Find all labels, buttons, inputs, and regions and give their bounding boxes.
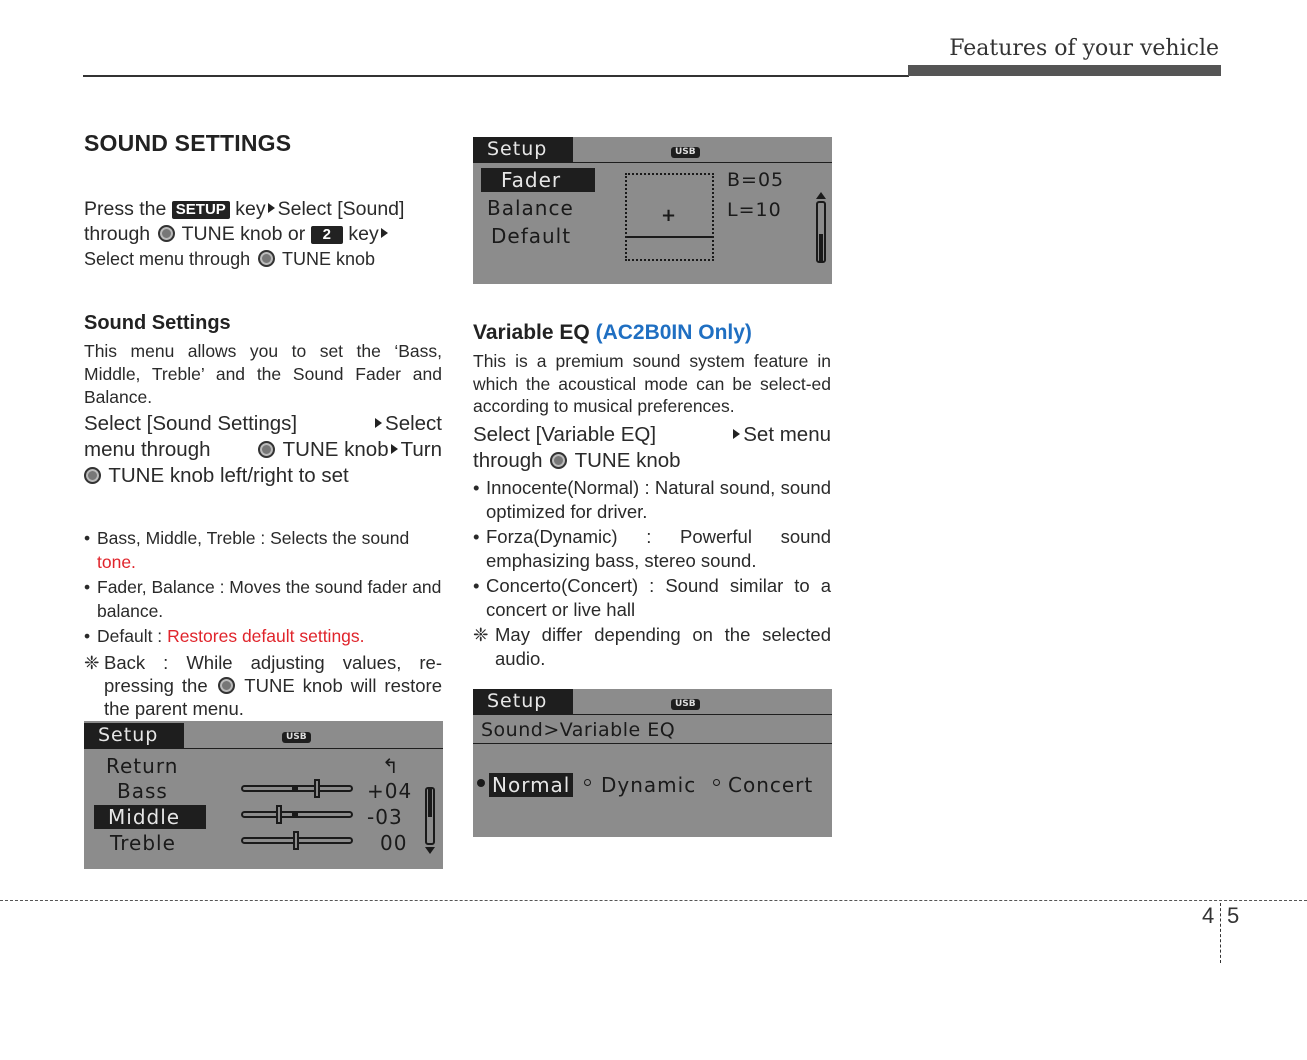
bass-slider-thumb[interactable] (314, 779, 320, 798)
list-item: • Default : Restores default settings. (84, 626, 365, 646)
instruction-text: Turn (400, 438, 442, 461)
sound-settings-description: This menu allows you to set the ‘Bass, Middle, Treble’ and the Sound Fader and Balance. (84, 341, 442, 407)
eq-option-dynamic[interactable]: Dynamic (601, 773, 697, 797)
list-item: • Forza(Dynamic) : Powerful sound emphasizing bass, stereo sound. (473, 525, 831, 571)
intro-text: through (84, 223, 151, 245)
radio-unselected-icon[interactable] (713, 779, 720, 786)
fader-position-line (627, 236, 712, 238)
bass-value: +04 (367, 779, 413, 803)
instruction-text: TUNE knob left/right to set (108, 464, 349, 487)
footer-dashed-rule (0, 900, 1307, 901)
instruction-text: Set menu (743, 422, 831, 446)
fader-value: L=10 (727, 199, 782, 221)
screen-breadcrumb: Sound>Variable EQ (481, 719, 676, 741)
right-column (473, 321, 831, 671)
number-2-key-icon: 2 (311, 226, 343, 244)
screen-tab: Setup (473, 689, 573, 714)
scroll-up-icon[interactable] (816, 192, 826, 199)
screen-tab: Setup (473, 137, 573, 162)
intro-text: Select [Sound] (277, 198, 405, 220)
menu-item-bass[interactable]: Bass (117, 779, 168, 803)
variable-eq-heading: Variable EQ (AC2B0IN Only) (473, 321, 752, 344)
screen-rule (84, 748, 443, 749)
screen-rule (473, 714, 832, 715)
screen-rule (473, 162, 832, 163)
scroll-down-icon[interactable] (425, 847, 435, 854)
running-header-title: Features of your vehicle (949, 36, 1219, 61)
intro-text: TUNE knob (281, 249, 375, 269)
usb-badge: USB (282, 732, 311, 743)
arrow-icon (733, 429, 740, 439)
radio-selected-icon[interactable] (477, 779, 485, 787)
intro-text: key (235, 198, 266, 220)
menu-item-middle[interactable]: Middle (94, 805, 206, 829)
arrow-icon (391, 444, 398, 454)
instruction-text: TUNE knob (282, 438, 389, 461)
eq-option-concert[interactable]: Concert (728, 773, 814, 797)
sound-settings-instructions (84, 411, 442, 489)
intro-text: Select menu through (84, 249, 251, 269)
radio-unselected-icon[interactable] (584, 779, 591, 786)
return-arrow-icon: ↰ (382, 754, 400, 778)
intro-text: key (348, 223, 379, 245)
section-heading: SOUND SETTINGS (84, 130, 292, 156)
variable-eq-instructions (473, 422, 831, 474)
menu-item-balance[interactable]: Balance (487, 196, 574, 220)
intro-instructions (84, 197, 442, 272)
variable-eq-screen (473, 689, 832, 837)
note-asterisk-icon: ❈ (84, 651, 100, 673)
menu-item-fader[interactable]: Fader (481, 168, 595, 192)
tune-knob-icon (84, 467, 101, 484)
header-rule (83, 75, 909, 77)
instruction-text: Select [Variable EQ] (473, 422, 657, 446)
scrollbar-thumb[interactable] (428, 789, 432, 817)
intro-text: Press the (84, 198, 167, 220)
instruction-text: Select (385, 412, 442, 435)
intro-text: TUNE knob or (181, 223, 306, 245)
bass-slider-center (292, 786, 298, 791)
arrow-icon (268, 203, 275, 213)
tune-knob-icon (258, 250, 275, 267)
screen-tab: Setup (84, 723, 184, 748)
tune-knob-icon (258, 441, 275, 458)
instruction-text: through (473, 448, 543, 472)
setup-key-icon: SETUP (172, 201, 230, 219)
eq-option-normal[interactable]: Normal (489, 773, 573, 797)
header-bar (908, 65, 1221, 76)
eq-note: ❈ May differ depending on the selected audio. (473, 623, 831, 669)
treble-value: 00 (380, 831, 408, 855)
tune-knob-icon (158, 225, 175, 242)
page-number-divider (1220, 903, 1221, 963)
note-asterisk-icon: ❈ (473, 623, 489, 645)
screen-rule (473, 743, 832, 744)
center-position-marker: + (661, 205, 678, 226)
list-item: • Concerto(Concert) : Sound similar to a concert or live hall (473, 574, 831, 620)
middle-slider-center (292, 812, 298, 817)
list-item: • Bass, Middle, Treble : Selects the sound tone. (84, 528, 410, 572)
page-number-chapter: 4 (1202, 903, 1215, 928)
scrollbar-thumb[interactable] (819, 234, 823, 261)
list-item: • Fader, Balance : Moves the sound fader and balance. (84, 577, 442, 621)
back-note: ❈ Back : While adjusting values, re-pressing the TUNE knob will restore the parent menu. (84, 651, 443, 719)
instruction-text: menu through (84, 438, 211, 461)
audio-setup-screen (84, 721, 443, 869)
tune-knob-icon (550, 452, 567, 469)
menu-item-return[interactable]: Return (106, 754, 179, 778)
eq-mode-list (473, 476, 831, 622)
arrow-icon (381, 228, 388, 238)
middle-slider-thumb[interactable] (276, 805, 282, 824)
settings-bullet-list (84, 527, 442, 649)
menu-item-treble[interactable]: Treble (110, 831, 176, 855)
variable-eq-description: This is a premium sound system feature in which the acoustical mode can be select-ed according to musical preferences. (473, 351, 831, 416)
usb-badge: USB (671, 699, 700, 710)
page-number-page: 5 (1227, 903, 1240, 928)
instruction-text: Select [Sound Settings] (84, 412, 298, 435)
tune-knob-icon (218, 677, 235, 694)
instruction-text: TUNE knob (574, 448, 681, 472)
sub-heading: Sound Settings (84, 312, 231, 334)
menu-item-default[interactable]: Default (491, 224, 572, 248)
fader-balance-screen (473, 137, 832, 284)
left-column (84, 130, 442, 720)
arrow-icon (375, 418, 382, 428)
usb-badge: USB (671, 147, 700, 158)
list-item: • Innocente(Normal) : Natural sound, sound optimized for driver. (473, 476, 831, 522)
treble-slider-thumb[interactable] (293, 831, 299, 850)
middle-value: -03 (367, 805, 403, 829)
balance-value: B=05 (727, 169, 785, 191)
